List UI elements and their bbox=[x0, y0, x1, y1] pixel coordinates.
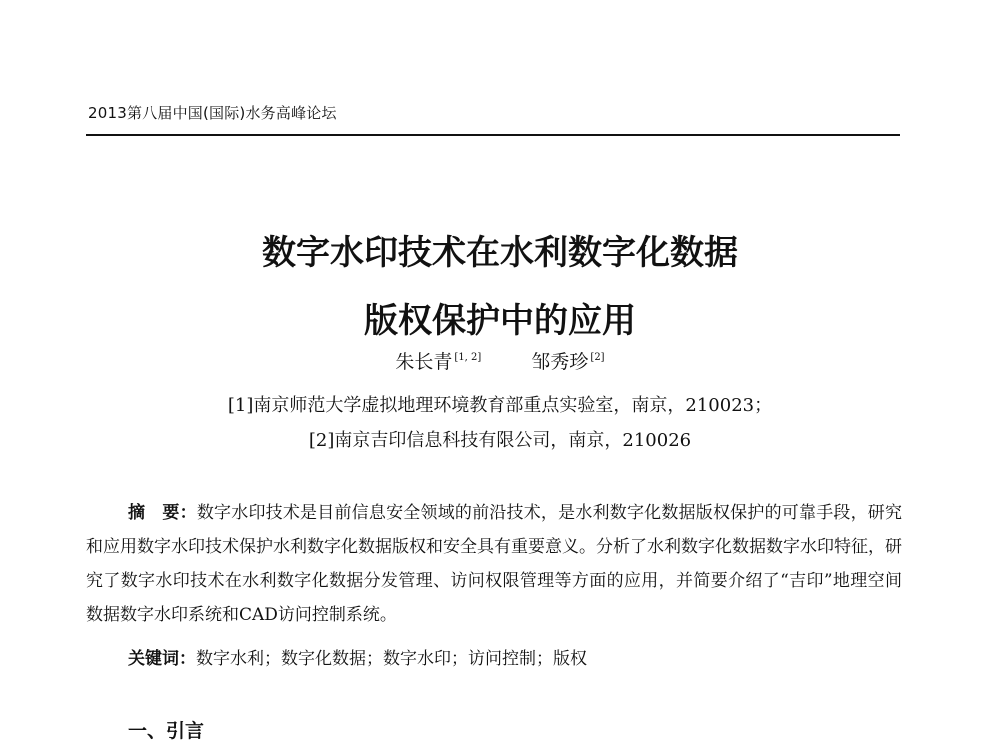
paper-title-line-2: 版权保护中的应用 bbox=[364, 301, 636, 341]
abstract bbox=[86, 496, 902, 632]
keywords-label: 关键词： bbox=[128, 649, 196, 669]
author-name: 邹秀珍 bbox=[531, 351, 589, 373]
author-name: 朱长青 bbox=[395, 351, 453, 373]
affiliation: [1]南京师范大学虚拟地理环境教育部重点实验室，南京，210023； bbox=[227, 395, 773, 416]
abstract-text: 数字水印技术是目前信息安全领域的前沿技术，是水利数字化数据版权保护的可靠手段，研究和应用数字水印技术保护水利数字化数据版权和安全具有重要意义。分析了水利数字化数据数字水印特征，研究了数字水印技术在水利数字化数据分发管理、访问权限管理等方面的应用，并简要介绍了“吉印”地理空间数据数字水印系统和CAD访问控制系统。 bbox=[86, 503, 903, 625]
author-affil-ref: [1, 2] bbox=[454, 352, 482, 363]
abstract-label: 摘 要： bbox=[128, 503, 197, 523]
author-list bbox=[0, 347, 1000, 374]
keywords-text: 数字水利；数字化数据；数字水印；访问控制；版权 bbox=[196, 649, 587, 669]
section-heading: 一、引言 bbox=[128, 720, 205, 742]
paper-title-line-1: 数字水印技术在水利数字化数据 bbox=[262, 233, 738, 273]
header-rule bbox=[86, 134, 900, 136]
running-header: 2013第八届中国(国际)水务高峰论坛 bbox=[88, 104, 337, 122]
author-affil-ref: [2] bbox=[590, 352, 605, 363]
keywords bbox=[128, 644, 587, 669]
affiliation: [2]南京吉印信息科技有限公司，南京，210026 bbox=[308, 430, 692, 451]
